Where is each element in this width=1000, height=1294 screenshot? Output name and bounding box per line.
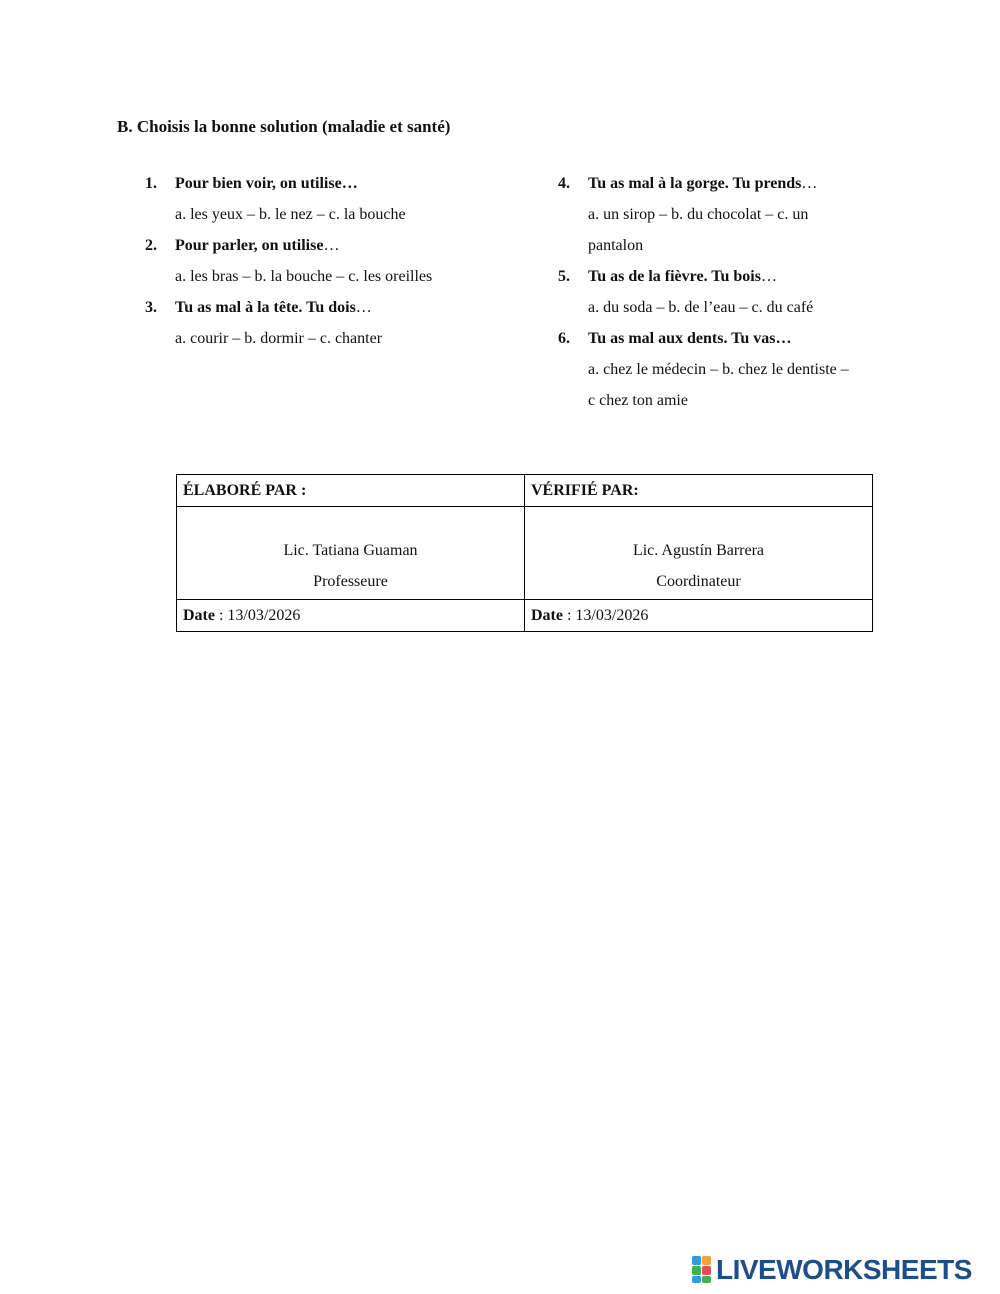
question-number: 1. [145,175,157,192]
prepared-by-header: ÉLABORÉ PAR : [177,475,525,507]
answer-options: a. les bras – b. la bouche – c. les oreilles [175,268,433,285]
answer-options-continued: pantalon [588,237,644,254]
section-title: B. Choisis la bonne solution (maladie et santé) [117,117,451,136]
signature-date-row [177,600,873,632]
question-number: 6. [558,330,570,347]
question-item [145,168,505,230]
verified-date-cell [525,600,873,632]
questions-right-column [558,168,898,416]
signature-body-row [177,507,873,600]
question-suffix: … [355,299,372,316]
question-suffix: … [760,268,777,285]
question-item [558,323,898,416]
question-number: 4. [558,175,570,192]
liveworksheets-logo [692,1252,972,1288]
logo-text: LIVEWORKSHEETS [716,1254,972,1285]
verified-by-cell [525,507,873,600]
verified-by-role: Coordinateur [656,573,741,590]
question-text: Pour parler, on utilise [175,237,324,254]
question-text: Pour bien voir, on utilise… [175,175,358,192]
question-number: 3. [145,299,157,316]
answer-options-continued: c chez ton amie [588,392,688,409]
answer-options: a. du soda – b. de l’eau – c. du café [588,299,814,316]
date-value: : 13/03/2026 [214,607,301,624]
question-suffix: … [801,175,818,192]
prepared-by-role: Professeure [313,573,388,590]
date-label: Date [531,607,563,624]
question-text: Tu as mal à la gorge. Tu prends [588,175,802,192]
question-item [558,168,898,261]
answer-options: a. courir – b. dormir – c. chanter [175,330,383,347]
prepared-by-cell [177,507,525,600]
logo-mark-icon [692,1256,712,1284]
question-suffix: … [323,237,340,254]
answer-options: a. chez le médecin – b. chez le dentiste – [588,361,849,378]
verified-by-name: Lic. Agustín Barrera [632,542,765,559]
question-item [145,292,505,354]
question-text: Tu as mal aux dents. Tu vas… [588,330,792,347]
date-label: Date [183,607,215,624]
answer-options: a. un sirop – b. du chocolat – c. un [588,206,809,223]
answer-options: a. les yeux – b. le nez – c. la bouche [175,206,406,223]
verified-by-header: VÉRIFIÉ PAR: [525,475,873,507]
question-text: Tu as mal à la tête. Tu dois [175,299,356,316]
question-number: 2. [145,237,157,254]
signature-header-row [177,475,873,507]
question-text: Tu as de la fièvre. Tu bois [588,268,761,285]
questions-left-column [145,168,505,354]
prepared-date-cell [177,600,525,632]
prepared-by-name: Lic. Tatiana Guaman [283,542,418,559]
question-number: 5. [558,268,570,285]
signature-table [176,474,873,632]
date-value: : 13/03/2026 [562,607,649,624]
question-item [145,230,505,292]
question-item [558,261,898,323]
